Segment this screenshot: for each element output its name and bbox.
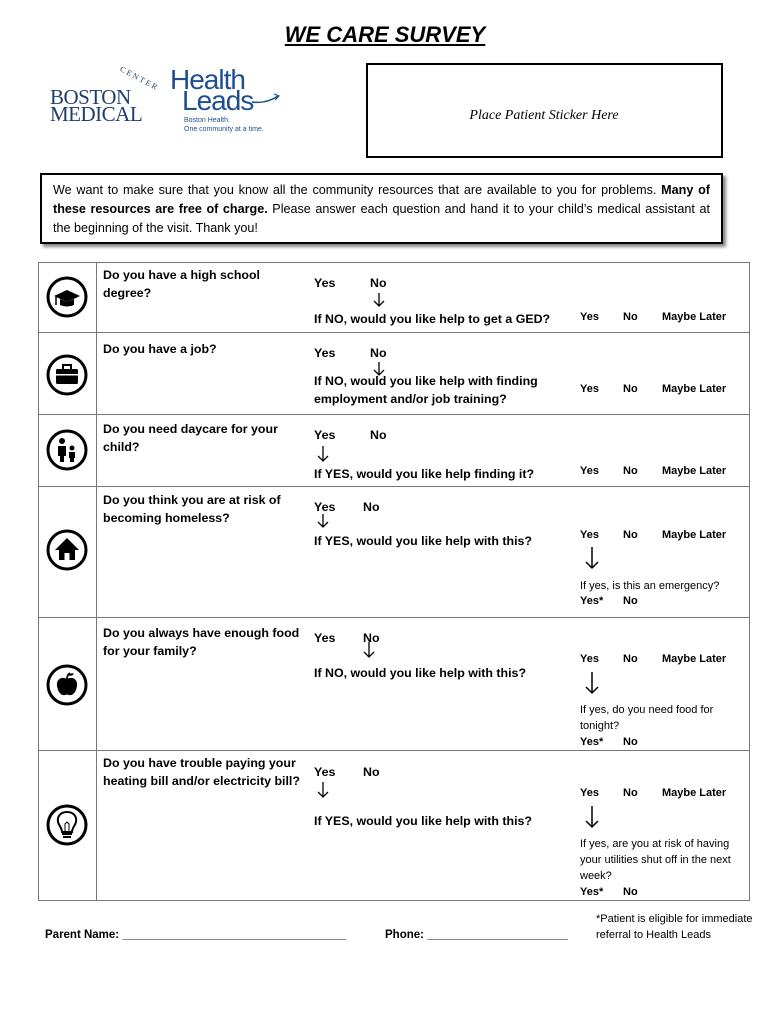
question-2: Do you have a job? (103, 342, 217, 356)
f1-yes[interactable]: Yes (580, 311, 599, 323)
subq-5: If yes, do you need food for tonight? (580, 704, 714, 732)
q1-yes[interactable]: Yes (314, 276, 336, 290)
arrow-down-icon (373, 292, 385, 308)
intro-box (40, 173, 723, 244)
followup-4: If YES, would you like help with this? (314, 534, 533, 548)
arrow-down-icon (317, 513, 329, 529)
graduation-cap-icon (45, 275, 89, 319)
arrow-down-icon (585, 671, 599, 695)
phone-line[interactable]: ______________________ (427, 929, 568, 941)
s5-no[interactable]: No (623, 736, 638, 748)
f3-maybe-later[interactable]: Maybe Later (662, 465, 727, 477)
f3-no[interactable]: No (623, 465, 638, 477)
question-5: Do you always have enough food for your family? (103, 626, 300, 658)
followup-6: If YES, would you like help with this? (314, 814, 533, 828)
f4-yes[interactable]: Yes (580, 529, 599, 541)
q2-yes[interactable]: Yes (314, 346, 336, 360)
f2-maybe-later[interactable]: Maybe Later (662, 383, 727, 395)
followup-2: If NO, would you like help with finding employment and/or job training? (314, 374, 538, 406)
question-4: Do you think you are at risk of becoming homeless? (103, 493, 281, 525)
patient-sticker-box (366, 63, 723, 158)
q3-yes[interactable]: Yes (314, 428, 336, 442)
f6-maybe-later[interactable]: Maybe Later (662, 787, 727, 799)
q4-yes[interactable]: Yes (314, 500, 336, 514)
f6-no[interactable]: No (623, 787, 638, 799)
subq-6: If yes, are you at risk of having your utilities shut off in the next week? (580, 838, 731, 882)
f4-maybe-later[interactable]: Maybe Later (662, 529, 727, 541)
house-icon (45, 528, 89, 572)
bmc-line-1: BOSTON (50, 85, 131, 109)
arrow-down-icon (317, 781, 329, 799)
f2-yes[interactable]: Yes (580, 383, 599, 395)
followup-5: If NO, would you like help with this? (314, 666, 527, 680)
f5-maybe-later[interactable]: Maybe Later (662, 653, 727, 665)
hl-swoosh-icon (250, 92, 282, 106)
s5-yes[interactable]: Yes* (580, 736, 604, 748)
arrow-down-icon (363, 641, 375, 659)
s6-no[interactable]: No (623, 886, 638, 898)
f3-yes[interactable]: Yes (580, 465, 599, 477)
q4-no[interactable]: No (363, 500, 380, 514)
phone-field[interactable] (385, 929, 568, 941)
arrow-down-icon (585, 805, 599, 829)
s4-no[interactable]: No (623, 595, 638, 607)
briefcase-icon (45, 353, 89, 397)
intro-text-bold: Many of these resources are free of charge. (53, 183, 710, 216)
f1-no[interactable]: No (623, 311, 638, 323)
s6-yes[interactable]: Yes* (580, 886, 604, 898)
f4-no[interactable]: No (623, 529, 638, 541)
bmc-line-2: MEDICAL (50, 102, 143, 126)
arrow-down-icon (585, 546, 599, 570)
apple-icon (45, 663, 89, 707)
followup-1: If NO, would you like help to get a GED? (314, 312, 551, 326)
question-1: Do you have a high school degree? (103, 268, 260, 300)
parent-name-line[interactable]: ___________________________________ (122, 929, 347, 941)
followup-3: If YES, would you like help finding it? (314, 467, 535, 481)
hl-tagline-1: Boston Health. (184, 117, 230, 124)
row-divider (38, 414, 750, 415)
row-divider (38, 332, 750, 333)
f5-yes[interactable]: Yes (580, 653, 599, 665)
hl-tagline-2: One community at a time. (184, 126, 264, 133)
page-title: WE CARE SURVEY (284, 22, 486, 47)
lightbulb-icon (45, 803, 89, 847)
bmc-center-text: CENTER (118, 64, 161, 93)
q3-no[interactable]: No (370, 428, 387, 442)
f1-maybe-later[interactable]: Maybe Later (662, 311, 727, 323)
table-divider-vertical (96, 262, 97, 901)
row-divider (38, 750, 750, 751)
row-divider (38, 617, 750, 618)
hl-line-2: Leads (182, 85, 254, 116)
phone-label: Phone: (385, 929, 424, 941)
referral-note: *Patient is eligible for immediate referral to Health Leads (596, 913, 753, 941)
q5-yes[interactable]: Yes (314, 631, 336, 645)
intro-text-2: Please answer each question and hand it to your child’s medical assistant at the beginning of the visit. Thank you! (53, 202, 710, 235)
question-3: Do you need daycare for your child? (103, 422, 278, 454)
q5-no[interactable]: No (363, 631, 380, 645)
s4-yes[interactable]: Yes* (580, 595, 604, 607)
subq-4: If yes, is this an emergency? (580, 580, 720, 592)
q2-no[interactable]: No (370, 346, 387, 360)
parent-name-field[interactable] (45, 929, 346, 941)
intro-text-1: We want to make sure that you know all the community resources that are available to you for problems. (53, 183, 662, 197)
q1-no[interactable]: No (370, 276, 387, 290)
row-divider (38, 486, 750, 487)
f6-yes[interactable]: Yes (580, 787, 599, 799)
f2-no[interactable]: No (623, 383, 638, 395)
parent-name-label: Parent Name: (45, 929, 120, 941)
f5-no[interactable]: No (623, 653, 638, 665)
hl-line-1: Health (170, 64, 245, 95)
q6-yes[interactable]: Yes (314, 765, 336, 779)
q6-no[interactable]: No (363, 765, 380, 779)
sticker-label: Place Patient Sticker Here (469, 108, 619, 123)
question-6: Do you have trouble paying your heating bill and/or electricity bill? (103, 756, 300, 788)
family-icon (45, 428, 89, 472)
arrow-down-icon (317, 445, 329, 463)
